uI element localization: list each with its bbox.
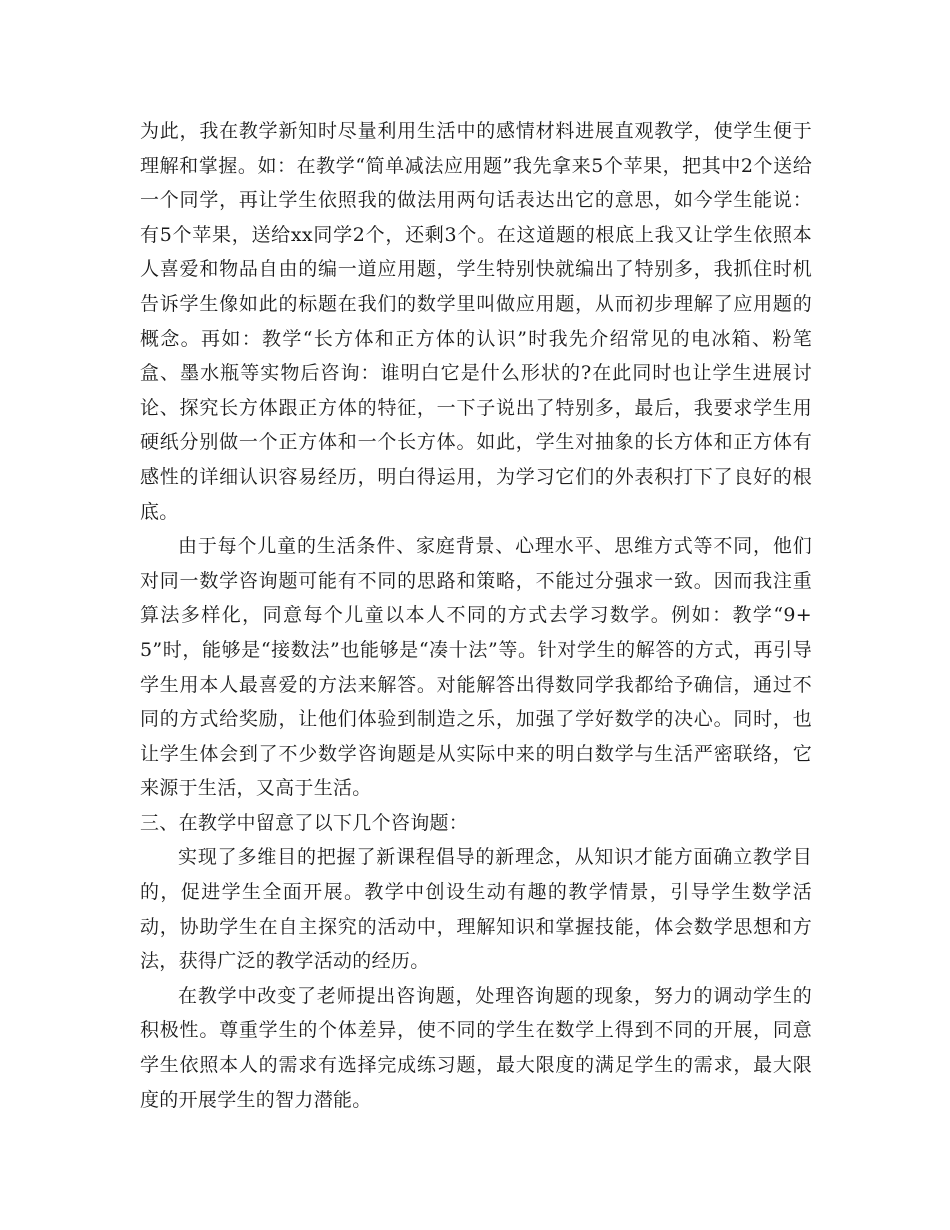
paragraph-intro: 为此，我在教学新知时尽量利用生活中的感情材料进展直观教学，使学生便于理解和掌握。如：在教学“简单减法应用题”我先拿来5个苹果，把其中2个送给一个同学，再让学生依照我的做法用两句话表达出它的意思，如今学生能说：有5个苹果，送给xx同学2个，还剩3个。在这道题的根底上我又让学生依照本人喜爱和物品自由的编一道应用题，学生特别快就编出了特别多，我抓住时机告诉学生像如此的标题在我们的数学里叫做应用题，从而初步理解了应用题的概念。再如：教学“长方体和正方体的认识”时我先介绍常见的电冰箱、粉笔盒、墨水瓶等实物后咨询：谁明白它是什么形状的?在此同时也让学生进展讨论、探究长方体跟正方体的特征，一下子说出了特别多，最后，我要求学生用硬纸分别做一个正方体和一个长方体。如此，学生对抽象的长方体和正方体有感性的详细认识容易经历，明白得运用，为学习它们的外表积打下了良好的根底。 bbox=[140, 120, 812, 523]
section-heading-three: 三、在教学中留意了以下几个咨询题： bbox=[140, 811, 469, 834]
paragraph-student-differences: 在教学中改变了老师提出咨询题，处理咨询题的现象，努力的调动学生的积极性。尊重学生的个体差异，使不同的学生在数学上得到不同的开展，同意学生依照本人的需求有选择完成练习题，最大限度的满足学生的需求，最大限度的开展学生的智力潜能。 bbox=[140, 984, 812, 1111]
paragraph-diversity: 由于每个儿童的生活条件、家庭背景、心理水平、思维方式等不同，他们对同一数学咨询题可能有不同的思路和策略，不能过分强求一致。因而我注重算法多样化，同意每个儿童以本人不同的方式去学习数学。例如：教学“9+5”时，能够是“接数法”也能够是“凑十法”等。针对学生的解答的方式，再引导学生用本人最喜爱的方法来解答。对能解答出得数同学我都给予确信，通过不同的方式给奖励，让他们体验到制造之乐，加强了学好数学的决心。同时，也让学生体会到了不少数学咨询题是从实际中来的明白数学与生活严密联络，它来源于生活，又高于生活。 bbox=[140, 535, 812, 800]
document-page bbox=[140, 114, 812, 1117]
paragraph-goals: 实现了多维目的把握了新课程倡导的新理念，从知识才能方面确立教学目的，促进学生全面开展。教学中创设生动有趣的教学情景，引导学生数学活动，协助学生在自主探究的活动中，理解知识和掌握技能，体会数学思想和方法，获得广泛的教学活动的经历。 bbox=[140, 846, 812, 973]
